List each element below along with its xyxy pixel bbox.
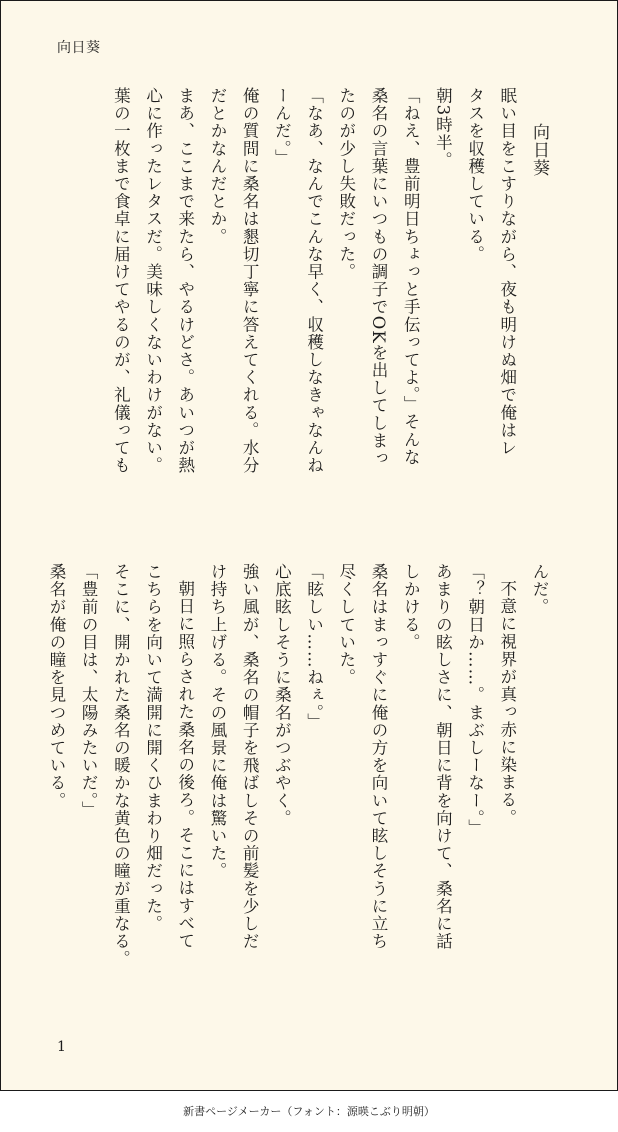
page-number: 1 (57, 1039, 66, 1055)
text-line: 桑名が俺の瞳を見つめている。 (46, 563, 66, 810)
text-line: 「豊前の目は、太陽みたいだ。」 (79, 563, 99, 819)
text-line: 「ねえ、豊前明日ちょっと手伝ってよ。」そんな (401, 87, 421, 466)
text-column-top (15, 87, 555, 527)
text-line: タスを収穫している。 (465, 87, 485, 263)
text-line: 朝日に照らされた桑名の後ろ。そこにはすべて (175, 580, 195, 950)
text-line: あまりの眩しさに、朝日に背を向けて、桑名に話 (433, 563, 453, 951)
text-line: まあ、ここまで来たら、やるけどさ。あいつが熱 (175, 87, 195, 475)
text-line: け持ち上げる。その風景に俺は驚いた。 (207, 563, 227, 880)
text-line: 俺の質問に桑名は懇切丁寧に答えてくれる。水分 (240, 87, 260, 475)
text-line: 葉の一枚まで食卓に届けてやるのが、礼儀っても (111, 87, 131, 475)
footer-credit: 新書ページメーカー（フォント：源暎こぶり明朝） (183, 1105, 435, 1118)
text-line: 強い風が、桑名の帽子を飛ばしその前髪を少しだ (240, 563, 260, 951)
text-line: 不意に視界が真っ赤に染まる。 (497, 580, 517, 827)
text-line: ーんだ。」 (272, 87, 292, 167)
text-line: 心に作ったレタスだ。美味しくないわけがない。 (143, 87, 163, 475)
text-line: 「？朝日か……。まぶしーなー。」 (465, 563, 485, 837)
text-line: そこに、開かれた桑名の暖かな黄色の瞳が重なる。 (111, 563, 131, 968)
text-line: 眠い目をこすりながら、夜も明けぬ畑で俺はレ (497, 87, 517, 457)
text-line: 桑名の言葉にいつもの調子でOKを出してしまっ (368, 87, 388, 468)
text-line: 尽くしていた。 (336, 563, 356, 687)
running-header: 向日葵 (57, 40, 101, 56)
text-line: 「なあ、なんでこんな早く、収穫しなきゃなんね (304, 87, 324, 475)
text-line: 「眩しい……ねぇ。」 (304, 563, 324, 731)
text-line: たのが少し失敗だった。 (336, 87, 356, 281)
text-column-bottom (15, 563, 555, 1003)
text-line: 心底眩しそうに桑名がつぶやく。 (272, 563, 292, 827)
text-line: だとかなんだとか。 (207, 87, 227, 246)
text-line: 桑名はまっすぐに俺の方を向いて眩しそうに立ち (368, 563, 388, 951)
story-title: 向日葵 (529, 123, 549, 178)
text-line: んだ。 (530, 563, 549, 616)
text-line: 朝3時半。 (433, 87, 453, 169)
text-line: こちらを向いて満開に開くひまわり畑だった。 (143, 563, 163, 933)
text-line: しかける。 (401, 563, 421, 651)
